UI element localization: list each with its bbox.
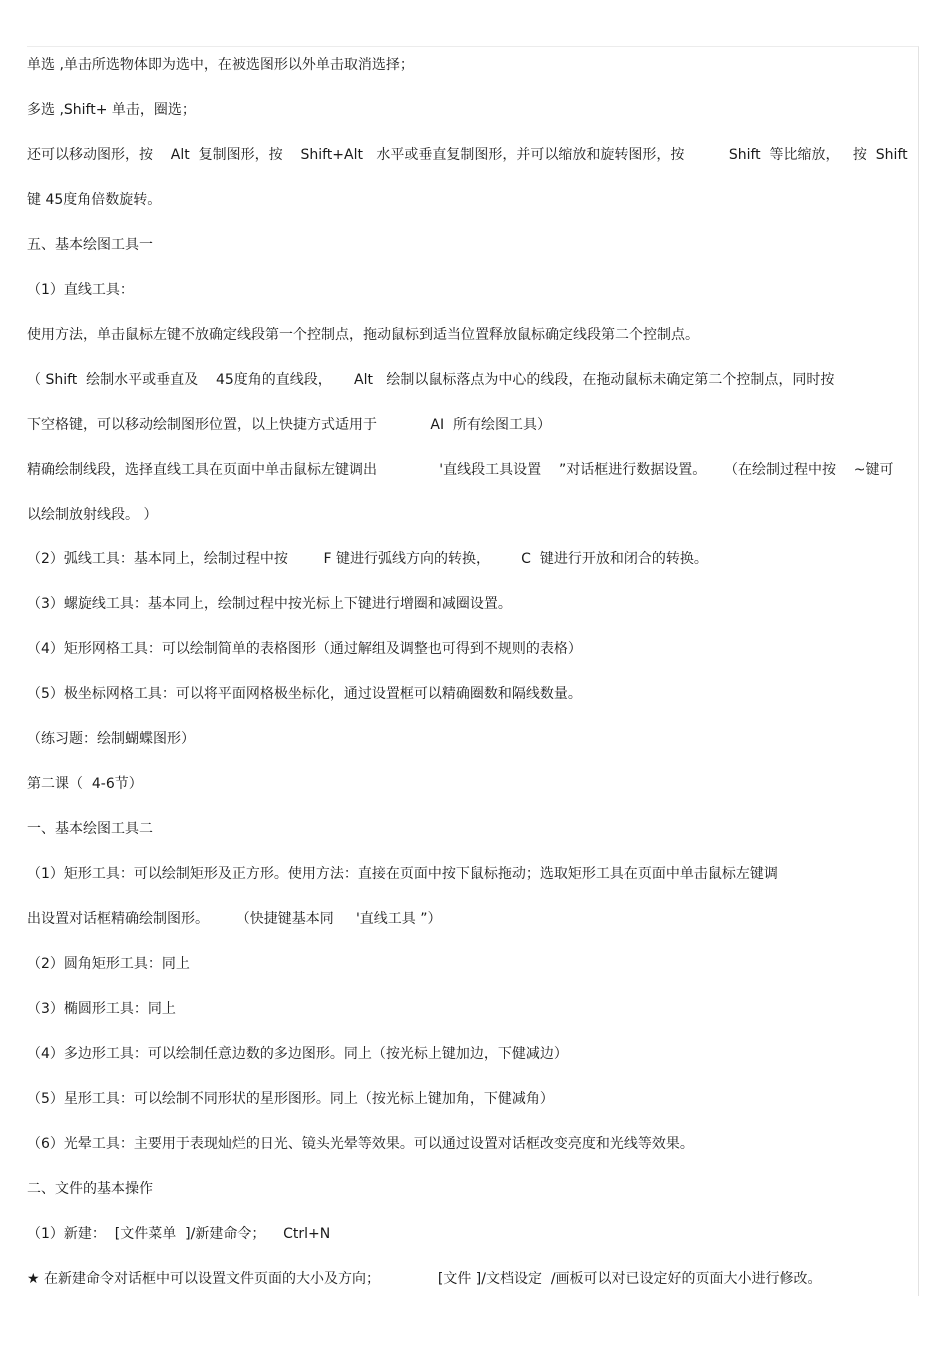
text-line-shift-alt: （ Shift 绘制水平或垂直及 45度角的直线段， Alt 绘制以鼠标落点为中心的线段，在拖动鼠标未确定第二个控制点，同时按 (27, 371, 835, 388)
text-line-rectangle-dialog: 出设置对话框精确绘制图形。 （快捷键基本同 '直线工具 ”） (27, 911, 442, 928)
section-heading-drawing-tools-2: 一、基本绘图工具二 (27, 821, 153, 838)
list-item-polygon-tool: （4）多边形工具：可以绘制任意边数的多边图形。同上（按光标上键加边，下健减边） (27, 1045, 568, 1062)
list-item-ellipse-tool: （3）椭圆形工具：同上 (27, 1001, 176, 1018)
text-line-exercise: （练习题：绘制蝴蝶图形） (27, 731, 195, 748)
section-heading-drawing-tools-1: 五、基本绘图工具一 (27, 236, 153, 253)
list-item-polar-grid-tool: （5）极坐标网格工具：可以将平面网格极坐标化，通过设置框可以精确圈数和隔线数量。 (27, 686, 582, 703)
list-item-star-tool: （5）星形工具：可以绘制不同形状的星形图形。同上（按光标上键加角，下健减角） (27, 1090, 554, 1107)
text-line-select-single: 单选 ,单击所选物体即为选中，在被选图形以外单击取消选择； (27, 57, 414, 73)
list-item-arc-tool: （2）弧线工具：基本同上，绘制过程中按 F 键进行弧线方向的转换， C 键进行开放和闭合的转换。 (27, 551, 708, 568)
list-item-flare-tool: （6）光晕工具：主要用于表现灿烂的日光、镜头光晕等效果。可以通过设置对话框改变亮度和光线等效果。 (27, 1135, 694, 1152)
section-heading-file-operations: 二、文件的基本操作 (27, 1180, 153, 1197)
text-line-select-multi: 多选 ,Shift+ 单击，圈选； (27, 101, 196, 118)
text-line-usage: 使用方法，单击鼠标左键不放确定线段第一个控制点，拖动鼠标到适当位置释放鼠标确定线段第二个控制点。 (27, 326, 699, 343)
text-line-new-file-note: ★ 在新建命令对话框中可以设置文件页面的大小及方向； [文件 ]/文档设定 /画板可以对已设定好的页面大小进行修改。 (27, 1270, 822, 1287)
lesson-heading-2: 第二课（ 4-6节） (27, 776, 143, 793)
list-item-spiral-tool: （3）螺旋线工具：基本同上，绘制过程中按光标上下键进行增圈和减圈设置。 (27, 596, 512, 613)
text-line-radial-segments: 以绘制放射线段。 ） (27, 506, 158, 523)
list-item-line-tool: （1）直线工具： (27, 281, 134, 298)
list-item-rounded-rect-tool: （2）圆角矩形工具：同上 (27, 956, 190, 973)
list-item-rect-grid-tool: （4）矩形网格工具：可以绘制简单的表格图形（通过解组及调整也可得到不规则的表格） (27, 641, 582, 658)
document-body (27, 52, 919, 1311)
text-line-move-copy: 还可以移动图形，按 Alt 复制图形，按 Shift+Alt 水平或垂直复制图形，并可以缩放和旋转图形，按 Shift 等比缩放， 按 Shift (27, 146, 908, 163)
text-line-rotate-45: 键 45度角倍数旋转。 (27, 191, 162, 208)
list-item-new-file: （1）新建： [文件菜单 ]/新建命令； Ctrl+N (27, 1225, 331, 1242)
text-line-space-key: 下空格键，可以移动绘制图形位置，以上快捷方式适用于 AI 所有绘图工具） (27, 416, 552, 433)
list-item-rectangle-tool: （1）矩形工具：可以绘制矩形及正方形。使用方法：直接在页面中按下鼠标拖动；选取矩形工具在页面中单击鼠标左键调 (27, 866, 778, 883)
text-line-precise-drawing: 精确绘制线段，选择直线工具在页面中单击鼠标左键调出 '直线段工具设置 ”对话框进行数据设置。 （在绘制过程中按 ~键可 (27, 461, 894, 478)
